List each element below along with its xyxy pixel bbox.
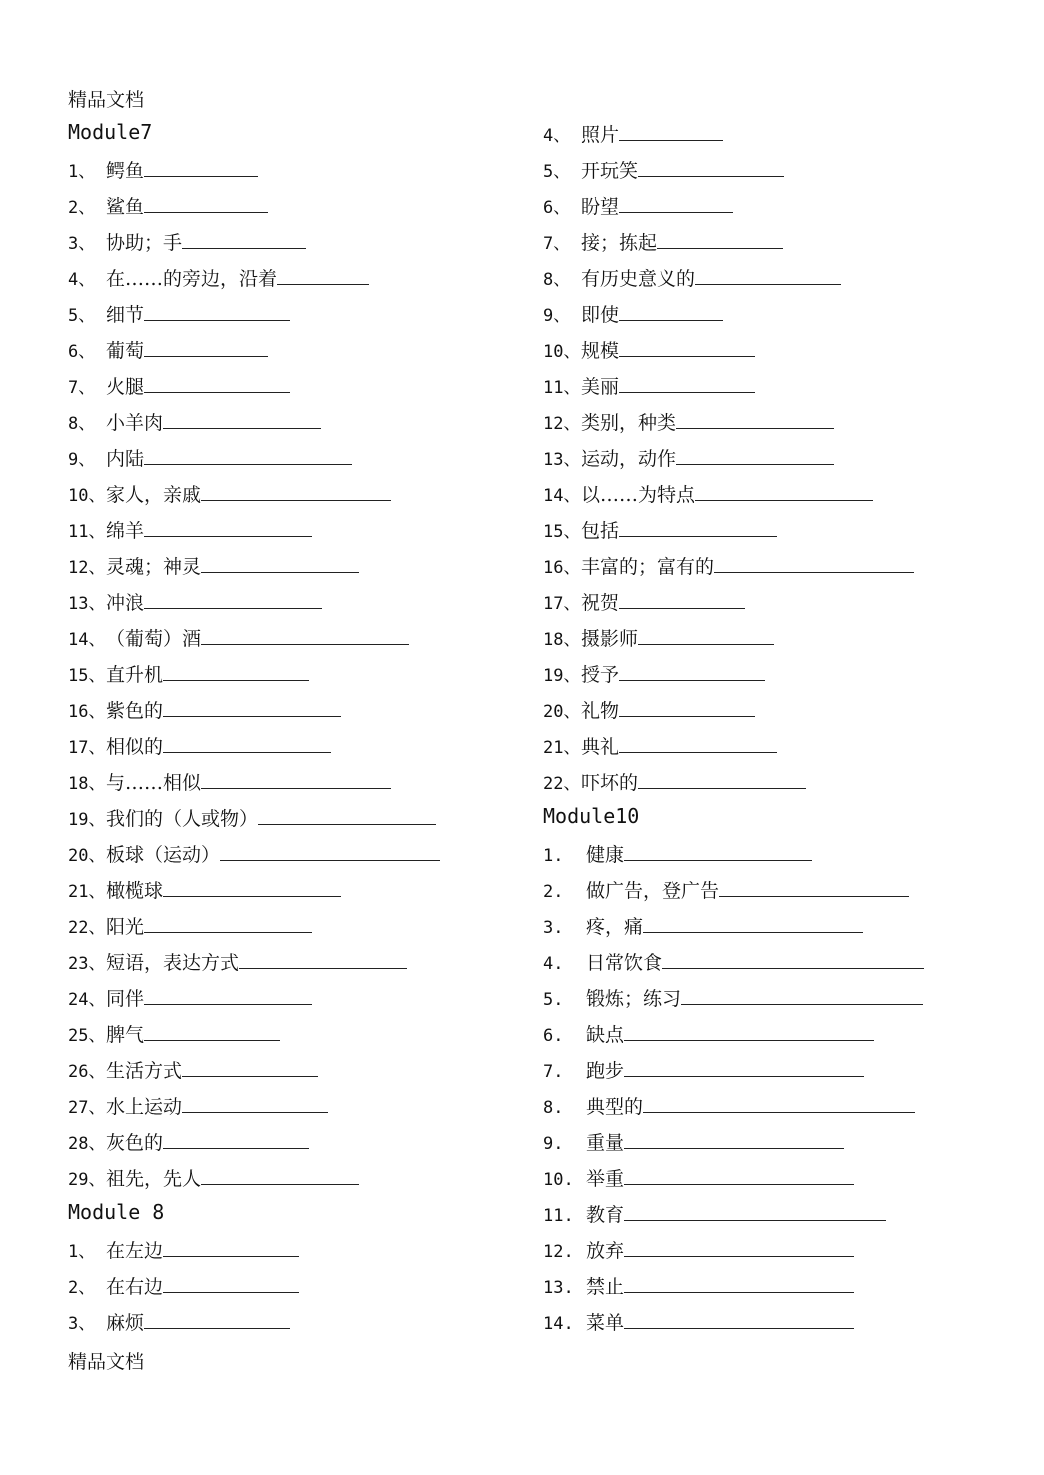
footer-note: 精品文档 <box>68 1351 145 1373</box>
vocab-item <box>68 481 391 509</box>
vocab-item <box>68 805 436 833</box>
vocab-item-number: 3、 <box>68 1314 96 1334</box>
vocab-item <box>543 445 834 473</box>
vocab-item-text: 鳄鱼 <box>106 160 145 182</box>
answer-blank[interactable] <box>144 1021 280 1041</box>
answer-blank[interactable] <box>695 481 873 501</box>
vocab-item <box>68 661 309 689</box>
vocab-item <box>543 1273 854 1301</box>
vocab-item-text: 鲨鱼 <box>106 196 145 218</box>
answer-blank[interactable] <box>643 1093 915 1113</box>
answer-blank[interactable] <box>144 193 268 213</box>
vocab-item-number: 15、 <box>68 666 106 686</box>
vocab-item-number: 18、 <box>543 630 581 650</box>
vocab-item <box>68 1093 328 1121</box>
vocab-item <box>68 445 352 473</box>
answer-blank[interactable] <box>144 517 312 537</box>
vocab-item <box>543 337 755 365</box>
vocab-item-number: 7. <box>543 1062 564 1082</box>
vocab-item <box>68 553 359 581</box>
vocab-item-number: 12、 <box>68 558 106 578</box>
module8-title: Module 8 <box>68 1200 165 1224</box>
vocab-item-text: 葡萄 <box>106 340 145 362</box>
answer-blank[interactable] <box>619 373 755 393</box>
vocab-item-number: 14、 <box>543 486 581 506</box>
vocab-item <box>543 1237 854 1265</box>
answer-blank[interactable] <box>182 1057 318 1077</box>
answer-blank[interactable] <box>220 841 440 861</box>
module10-title: Module10 <box>543 804 640 828</box>
vocab-item-number: 5. <box>543 990 564 1010</box>
vocab-item-number: 16、 <box>543 558 581 578</box>
vocab-item-number: 1、 <box>68 1242 96 1262</box>
vocab-item-number: 20、 <box>68 846 106 866</box>
answer-blank[interactable] <box>163 409 321 429</box>
vocab-item-text: 放弃 <box>586 1240 625 1262</box>
vocab-item <box>543 1021 874 1049</box>
answer-blank[interactable] <box>719 877 909 897</box>
vocab-item-number: 2、 <box>68 1278 96 1298</box>
vocab-item-text: 教育 <box>586 1204 625 1226</box>
answer-blank[interactable] <box>239 949 407 969</box>
vocab-item-number: 13、 <box>543 450 581 470</box>
vocab-item <box>68 985 312 1013</box>
vocab-item-text: 在……的旁边，沿着 <box>106 268 278 290</box>
vocab-item <box>543 985 923 1013</box>
vocab-item-text: 细节 <box>106 304 145 326</box>
answer-blank[interactable] <box>144 589 322 609</box>
answer-blank[interactable] <box>695 265 841 285</box>
vocab-item <box>543 1309 854 1337</box>
vocab-item-text: 吓坏的 <box>581 772 639 794</box>
vocab-item-text: 菜单 <box>586 1312 625 1334</box>
vocab-item-number: 8. <box>543 1098 564 1118</box>
vocab-item-text: 跑步 <box>586 1060 625 1082</box>
vocab-item-text: 盼望 <box>581 196 620 218</box>
vocab-item-number: 24、 <box>68 990 106 1010</box>
vocab-item-text: 开玩笑 <box>581 160 639 182</box>
answer-blank[interactable] <box>144 373 290 393</box>
vocab-item-number: 20、 <box>543 702 581 722</box>
answer-blank[interactable] <box>163 1237 299 1257</box>
vocab-item-number: 7、 <box>68 378 96 398</box>
answer-blank[interactable] <box>619 661 765 681</box>
answer-blank[interactable] <box>144 985 312 1005</box>
vocab-item-number: 14. <box>543 1314 574 1334</box>
vocab-item-number: 7、 <box>543 234 571 254</box>
answer-blank[interactable] <box>163 1129 309 1149</box>
vocab-item-text: 美丽 <box>581 376 620 398</box>
vocab-item-text: 同伴 <box>106 988 145 1010</box>
answer-blank[interactable] <box>624 1273 854 1293</box>
vocab-item-text: 橄榄球 <box>106 880 164 902</box>
vocab-item-text: 脾气 <box>106 1024 145 1046</box>
answer-blank[interactable] <box>258 805 436 825</box>
vocab-item <box>543 697 755 725</box>
vocab-item <box>68 301 290 329</box>
vocab-item-number: 3. <box>543 918 564 938</box>
vocab-item-number: 2、 <box>68 198 96 218</box>
vocab-item-text: 阳光 <box>106 916 145 938</box>
vocab-item-text: 祝贺 <box>581 592 620 614</box>
vocab-item-number: 19、 <box>68 810 106 830</box>
vocab-item-text: 祖先，先人 <box>106 1168 202 1190</box>
vocab-item-number: 16、 <box>68 702 106 722</box>
vocab-item-text: 禁止 <box>586 1276 625 1298</box>
answer-blank[interactable] <box>624 841 812 861</box>
vocab-item-number: 22、 <box>543 774 581 794</box>
vocab-item <box>68 841 440 869</box>
answer-blank[interactable] <box>624 1021 874 1041</box>
answer-blank[interactable] <box>624 1237 854 1257</box>
vocab-item <box>68 589 322 617</box>
vocab-item-number: 10、 <box>543 342 581 362</box>
answer-blank[interactable] <box>201 553 359 573</box>
vocab-item <box>68 877 341 905</box>
vocab-item <box>68 697 341 725</box>
vocab-item-text: （葡萄）酒 <box>106 628 202 650</box>
vocab-item <box>68 229 306 257</box>
vocab-item-text: 摄影师 <box>581 628 639 650</box>
vocab-item-text: 规模 <box>581 340 620 362</box>
answer-blank[interactable] <box>662 949 924 969</box>
vocab-item-text: 在左边 <box>106 1240 164 1262</box>
vocab-item-number: 10、 <box>68 486 106 506</box>
vocab-item <box>543 913 863 941</box>
vocab-item <box>543 661 765 689</box>
vocab-item-number: 9、 <box>68 450 96 470</box>
vocab-item-text: 火腿 <box>106 376 145 398</box>
answer-blank[interactable] <box>163 697 341 717</box>
vocab-item-text: 接；拣起 <box>581 232 658 254</box>
answer-blank[interactable] <box>676 409 834 429</box>
header-note: 精品文档 <box>68 89 145 111</box>
vocab-item <box>68 733 331 761</box>
vocab-item-text: 灵魂；神灵 <box>106 556 202 578</box>
vocab-item <box>543 625 774 653</box>
vocab-item-text: 内陆 <box>106 448 145 470</box>
vocab-item-text: 举重 <box>586 1168 625 1190</box>
vocab-item-text: 协助；手 <box>106 232 183 254</box>
vocab-item-number: 18、 <box>68 774 106 794</box>
vocab-item-text: 日常饮食 <box>586 952 663 974</box>
vocab-item-number: 6、 <box>68 342 96 362</box>
vocab-item <box>68 157 258 185</box>
answer-blank[interactable] <box>201 769 391 789</box>
vocab-item <box>68 373 290 401</box>
vocab-item-text: 紫色的 <box>106 700 164 722</box>
answer-blank[interactable] <box>657 229 783 249</box>
answer-blank[interactable] <box>163 1273 299 1293</box>
vocab-item-text: 礼物 <box>581 700 620 722</box>
vocab-item-number: 11. <box>543 1206 574 1226</box>
vocab-item <box>68 1237 299 1265</box>
vocab-item-text: 重量 <box>586 1132 625 1154</box>
answer-blank[interactable] <box>201 1165 359 1185</box>
answer-blank[interactable] <box>619 337 755 357</box>
vocab-item-text: 授予 <box>581 664 620 686</box>
vocab-item <box>543 157 784 185</box>
vocab-item <box>68 1021 280 1049</box>
vocab-item <box>543 301 723 329</box>
vocab-item-text: 有历史意义的 <box>581 268 696 290</box>
vocab-item-number: 4. <box>543 954 564 974</box>
vocab-item-number: 4、 <box>68 270 96 290</box>
vocab-item-text: 以……为特点 <box>581 484 696 506</box>
vocab-item-text: 健康 <box>586 844 625 866</box>
answer-blank[interactable] <box>182 1093 328 1113</box>
answer-blank[interactable] <box>638 769 806 789</box>
vocab-item <box>543 877 909 905</box>
vocab-item-text: 运动，动作 <box>581 448 677 470</box>
answer-blank[interactable] <box>619 121 723 141</box>
vocab-item <box>68 769 391 797</box>
answer-blank[interactable] <box>144 301 290 321</box>
vocab-item-text: 家人，亲戚 <box>106 484 202 506</box>
vocab-item-text: 小羊肉 <box>106 412 164 434</box>
vocab-item-text: 直升机 <box>106 664 164 686</box>
vocab-item-number: 19、 <box>543 666 581 686</box>
vocab-item <box>543 841 812 869</box>
vocab-item-text: 即使 <box>581 304 620 326</box>
vocab-item <box>68 913 312 941</box>
vocab-item-text: 做广告，登广告 <box>586 880 720 902</box>
answer-blank[interactable] <box>619 517 777 537</box>
answer-blank[interactable] <box>182 229 306 249</box>
answer-blank[interactable] <box>163 877 341 897</box>
vocab-item-number: 5、 <box>543 162 571 182</box>
vocab-item <box>543 1201 886 1229</box>
answer-blank[interactable] <box>619 193 733 213</box>
answer-blank[interactable] <box>619 589 745 609</box>
vocab-item-number: 11、 <box>68 522 106 542</box>
vocab-item-text: 丰富的；富有的 <box>581 556 715 578</box>
answer-blank[interactable] <box>277 265 369 285</box>
vocab-item-number: 11、 <box>543 378 581 398</box>
vocab-item <box>543 1093 915 1121</box>
vocab-item-number: 21、 <box>543 738 581 758</box>
answer-blank[interactable] <box>638 157 784 177</box>
vocab-item-number: 2. <box>543 882 564 902</box>
vocab-item-text: 典礼 <box>581 736 620 758</box>
vocab-item-text: 相似的 <box>106 736 164 758</box>
vocab-item <box>68 1057 318 1085</box>
vocab-item-text: 包括 <box>581 520 620 542</box>
vocab-item <box>68 337 268 365</box>
vocab-item <box>543 265 841 293</box>
vocab-item-number: 25、 <box>68 1026 106 1046</box>
vocab-item <box>543 769 806 797</box>
vocab-item <box>543 373 755 401</box>
vocab-item-number: 4、 <box>543 126 571 146</box>
answer-blank[interactable] <box>201 481 391 501</box>
vocab-item-number: 12、 <box>543 414 581 434</box>
vocab-item <box>68 1129 309 1157</box>
vocab-item-text: 类别，种类 <box>581 412 677 434</box>
vocab-item-text: 冲浪 <box>106 592 145 614</box>
vocab-item <box>543 553 914 581</box>
vocab-item <box>68 1309 290 1337</box>
vocab-item-text: 麻烦 <box>106 1312 145 1334</box>
vocab-item-number: 26、 <box>68 1062 106 1082</box>
vocab-item-text: 灰色的 <box>106 1132 164 1154</box>
vocab-item <box>68 625 409 653</box>
vocab-item <box>543 229 783 257</box>
answer-blank[interactable] <box>201 625 409 645</box>
vocab-item-number: 10. <box>543 1170 574 1190</box>
vocab-item <box>543 481 873 509</box>
answer-blank[interactable] <box>144 337 268 357</box>
answer-blank[interactable] <box>624 1165 854 1185</box>
vocab-item <box>68 517 312 545</box>
vocab-item-number: 1、 <box>68 162 96 182</box>
vocab-item-text: 生活方式 <box>106 1060 183 1082</box>
vocab-item <box>543 409 834 437</box>
vocab-item <box>543 733 777 761</box>
answer-blank[interactable] <box>619 697 755 717</box>
vocab-item-number: 8、 <box>68 414 96 434</box>
vocab-item <box>543 193 733 221</box>
vocab-item-number: 5、 <box>68 306 96 326</box>
vocab-item <box>543 517 777 545</box>
answer-blank[interactable] <box>619 301 723 321</box>
vocab-item-number: 8、 <box>543 270 571 290</box>
vocab-item-number: 6、 <box>543 198 571 218</box>
vocab-item-text: 照片 <box>581 124 620 146</box>
vocab-item-number: 29、 <box>68 1170 106 1190</box>
vocab-item-number: 1. <box>543 846 564 866</box>
module7-title: Module7 <box>68 120 153 144</box>
answer-blank[interactable] <box>144 157 258 177</box>
vocab-item-number: 23、 <box>68 954 106 974</box>
vocab-item-text: 水上运动 <box>106 1096 183 1118</box>
vocab-item-number: 27、 <box>68 1098 106 1118</box>
answer-blank[interactable] <box>681 985 923 1005</box>
vocab-item <box>68 949 407 977</box>
vocab-item-text: 与……相似 <box>106 772 202 794</box>
vocab-item-number: 9、 <box>543 306 571 326</box>
vocab-item <box>543 949 924 977</box>
vocab-item-number: 9. <box>543 1134 564 1154</box>
answer-blank[interactable] <box>163 733 331 753</box>
vocab-item <box>68 1273 299 1301</box>
vocab-item-number: 17、 <box>543 594 581 614</box>
answer-blank[interactable] <box>619 733 777 753</box>
answer-blank[interactable] <box>624 1201 886 1221</box>
answer-blank[interactable] <box>714 553 914 573</box>
vocab-item <box>68 193 268 221</box>
vocab-item-text: 疼，痛 <box>586 916 644 938</box>
vocab-item-text: 板球（运动） <box>106 844 221 866</box>
vocab-item-number: 13. <box>543 1278 574 1298</box>
vocab-item <box>543 589 745 617</box>
answer-blank[interactable] <box>676 445 834 465</box>
answer-blank[interactable] <box>163 661 309 681</box>
vocab-item-number: 21、 <box>68 882 106 902</box>
vocab-item <box>543 1129 844 1157</box>
vocab-item-number: 28、 <box>68 1134 106 1154</box>
vocab-item-text: 在右边 <box>106 1276 164 1298</box>
answer-blank[interactable] <box>624 1309 854 1329</box>
answer-blank[interactable] <box>624 1129 844 1149</box>
vocab-item-number: 22、 <box>68 918 106 938</box>
vocab-item-text: 典型的 <box>586 1096 644 1118</box>
vocab-item <box>68 409 321 437</box>
answer-blank[interactable] <box>144 1309 290 1329</box>
vocab-item-number: 3、 <box>68 234 96 254</box>
answer-blank[interactable] <box>638 625 774 645</box>
vocab-item <box>543 1057 864 1085</box>
vocab-item-text: 我们的（人或物） <box>106 808 259 830</box>
vocab-item <box>543 1165 854 1193</box>
vocab-item <box>68 265 369 293</box>
vocab-item <box>68 1165 359 1193</box>
answer-blank[interactable] <box>144 913 312 933</box>
vocab-item-number: 17、 <box>68 738 106 758</box>
vocab-item-number: 6. <box>543 1026 564 1046</box>
answer-blank[interactable] <box>643 913 863 933</box>
vocab-item-text: 短语，表达方式 <box>106 952 240 974</box>
vocab-item-text: 锻炼；练习 <box>586 988 682 1010</box>
vocab-item-text: 绵羊 <box>106 520 145 542</box>
vocab-item-text: 缺点 <box>586 1024 625 1046</box>
vocab-item-number: 15、 <box>543 522 581 542</box>
answer-blank[interactable] <box>144 445 352 465</box>
answer-blank[interactable] <box>624 1057 864 1077</box>
vocab-item <box>543 121 723 149</box>
vocab-item-number: 14、 <box>68 630 106 650</box>
vocab-item-number: 12. <box>543 1242 574 1262</box>
vocab-item-number: 13、 <box>68 594 106 614</box>
